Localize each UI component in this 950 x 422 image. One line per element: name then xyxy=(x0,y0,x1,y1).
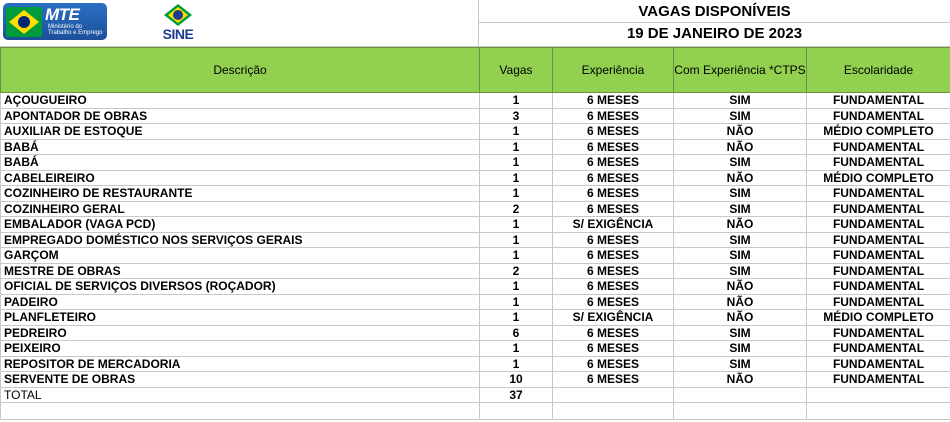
cell-experiencia: 6 MESES xyxy=(553,356,674,372)
cell-ctps: SIM xyxy=(674,263,807,279)
cell-experiencia: 6 MESES xyxy=(553,93,674,109)
logo-area xyxy=(0,0,479,47)
column-header-experiencia: Experiência xyxy=(553,48,674,93)
cell-descricao: OFICIAL DE SERVIÇOS DIVERSOS (ROÇADOR) xyxy=(1,279,480,295)
vacancies-table xyxy=(0,47,950,420)
cell-descricao: AUXILIAR DE ESTOQUE xyxy=(1,124,480,140)
mte-logo-text: MTE xyxy=(45,5,80,24)
cell-escolaridade: FUNDAMENTAL xyxy=(807,341,950,357)
cell-escolaridade: FUNDAMENTAL xyxy=(807,279,950,295)
total-empty-cell xyxy=(553,387,674,402)
sine-logo xyxy=(156,2,200,44)
cell-vagas: 1 xyxy=(480,279,553,295)
cell-experiencia: 6 MESES xyxy=(553,325,674,341)
cell-ctps: SIM xyxy=(674,325,807,341)
cell-escolaridade: FUNDAMENTAL xyxy=(807,248,950,264)
cell-vagas: 10 xyxy=(480,372,553,388)
cell-vagas: 6 xyxy=(480,325,553,341)
cell-descricao: GARÇOM xyxy=(1,248,480,264)
table-row xyxy=(1,248,950,264)
cell-escolaridade: FUNDAMENTAL xyxy=(807,155,950,171)
table-row xyxy=(1,356,950,372)
cell-vagas: 1 xyxy=(480,356,553,372)
cell-experiencia: 6 MESES xyxy=(553,170,674,186)
cell-vagas: 1 xyxy=(480,232,553,248)
table-row xyxy=(1,108,950,124)
table-row xyxy=(1,186,950,202)
cell-vagas: 3 xyxy=(480,108,553,124)
cell-descricao: REPOSITOR DE MERCADORIA xyxy=(1,356,480,372)
cell-escolaridade: FUNDAMENTAL xyxy=(807,232,950,248)
cell-experiencia: 6 MESES xyxy=(553,124,674,140)
cell-escolaridade: MÉDIO COMPLETO xyxy=(807,124,950,140)
cell-ctps: NÃO xyxy=(674,170,807,186)
cell-ctps: NÃO xyxy=(674,294,807,310)
table-row xyxy=(1,325,950,341)
cell-descricao: PLANFLETEIRO xyxy=(1,310,480,326)
cell-escolaridade: FUNDAMENTAL xyxy=(807,217,950,233)
cell-descricao: MESTRE DE OBRAS xyxy=(1,263,480,279)
cell-experiencia: 6 MESES xyxy=(553,372,674,388)
column-header-com-experiencia: Com Experiência *CTPS xyxy=(674,48,807,93)
cell-ctps: SIM xyxy=(674,186,807,202)
cell-experiencia: S/ EXIGÊNCIA xyxy=(553,217,674,233)
cell-ctps: NÃO xyxy=(674,372,807,388)
cell-experiencia: 6 MESES xyxy=(553,108,674,124)
cell-descricao: EMBALADOR (VAGA PCD) xyxy=(1,217,480,233)
cell-escolaridade: FUNDAMENTAL xyxy=(807,139,950,155)
cell-vagas: 2 xyxy=(480,263,553,279)
cell-descricao: CABELEIREIRO xyxy=(1,170,480,186)
empty-cell xyxy=(1,402,480,419)
cell-ctps: SIM xyxy=(674,93,807,109)
cell-experiencia: 6 MESES xyxy=(553,186,674,202)
table-row xyxy=(1,232,950,248)
cell-descricao: SERVENTE DE OBRAS xyxy=(1,372,480,388)
table-row xyxy=(1,372,950,388)
table-row xyxy=(1,124,950,140)
cell-vagas: 1 xyxy=(480,139,553,155)
cell-escolaridade: FUNDAMENTAL xyxy=(807,108,950,124)
mte-logo-subtitle: Ministério do Trabalho e Emprego xyxy=(48,24,103,36)
cell-ctps: SIM xyxy=(674,341,807,357)
cell-vagas: 1 xyxy=(480,341,553,357)
cell-ctps: SIM xyxy=(674,108,807,124)
cell-escolaridade: FUNDAMENTAL xyxy=(807,325,950,341)
cell-escolaridade: FUNDAMENTAL xyxy=(807,372,950,388)
table-header-row xyxy=(1,48,950,93)
cell-ctps: NÃO xyxy=(674,279,807,295)
cell-experiencia: 6 MESES xyxy=(553,139,674,155)
column-header-escolaridade: Escolaridade xyxy=(807,48,950,93)
table-row xyxy=(1,93,950,109)
table-row xyxy=(1,279,950,295)
total-vagas: 37 xyxy=(480,387,553,402)
cell-experiencia: 6 MESES xyxy=(553,232,674,248)
cell-vagas: 1 xyxy=(480,294,553,310)
table-row xyxy=(1,217,950,233)
cell-experiencia: S/ EXIGÊNCIA xyxy=(553,310,674,326)
cell-descricao: EMPREGADO DOMÉSTICO NOS SERVIÇOS GERAIS xyxy=(1,232,480,248)
total-label: TOTAL xyxy=(1,387,480,402)
cell-ctps: SIM xyxy=(674,248,807,264)
cell-descricao: PEDREIRO xyxy=(1,325,480,341)
cell-escolaridade: FUNDAMENTAL xyxy=(807,356,950,372)
page-date: 19 DE JANEIRO DE 2023 xyxy=(479,23,950,47)
cell-ctps: NÃO xyxy=(674,217,807,233)
cell-escolaridade: FUNDAMENTAL xyxy=(807,186,950,202)
cell-experiencia: 6 MESES xyxy=(553,201,674,217)
cell-descricao: COZINHEIRO GERAL xyxy=(1,201,480,217)
table-row xyxy=(1,170,950,186)
total-empty-cell xyxy=(807,387,950,402)
cell-experiencia: 6 MESES xyxy=(553,248,674,264)
cell-experiencia: 6 MESES xyxy=(553,279,674,295)
cell-ctps: SIM xyxy=(674,356,807,372)
cell-vagas: 1 xyxy=(480,310,553,326)
cell-experiencia: 6 MESES xyxy=(553,155,674,171)
column-header-descricao: Descrição xyxy=(1,48,480,93)
cell-vagas: 1 xyxy=(480,186,553,202)
table-row xyxy=(1,294,950,310)
table-row xyxy=(1,341,950,357)
table-row xyxy=(1,310,950,326)
column-header-vagas: Vagas xyxy=(480,48,553,93)
cell-escolaridade: FUNDAMENTAL xyxy=(807,93,950,109)
cell-vagas: 1 xyxy=(480,170,553,186)
cell-escolaridade: MÉDIO COMPLETO xyxy=(807,310,950,326)
cell-vagas: 1 xyxy=(480,248,553,264)
cell-descricao: PEIXEIRO xyxy=(1,341,480,357)
cell-descricao: BABÁ xyxy=(1,139,480,155)
empty-cell xyxy=(553,402,674,419)
table-row xyxy=(1,155,950,171)
cell-experiencia: 6 MESES xyxy=(553,263,674,279)
page-title: VAGAS DISPONÍVEIS xyxy=(479,0,950,23)
empty-cell xyxy=(480,402,553,419)
cell-experiencia: 6 MESES xyxy=(553,341,674,357)
cell-ctps: SIM xyxy=(674,155,807,171)
cell-escolaridade: MÉDIO COMPLETO xyxy=(807,170,950,186)
cell-descricao: PADEIRO xyxy=(1,294,480,310)
page-header xyxy=(0,0,950,47)
table-row xyxy=(1,263,950,279)
cell-descricao: APONTADOR DE OBRAS xyxy=(1,108,480,124)
cell-ctps: NÃO xyxy=(674,310,807,326)
cell-ctps: SIM xyxy=(674,201,807,217)
cell-escolaridade: FUNDAMENTAL xyxy=(807,201,950,217)
empty-cell xyxy=(674,402,807,419)
cell-escolaridade: FUNDAMENTAL xyxy=(807,294,950,310)
cell-ctps: NÃO xyxy=(674,139,807,155)
sine-logo-text: SINE xyxy=(162,26,194,42)
cell-escolaridade: FUNDAMENTAL xyxy=(807,263,950,279)
cell-vagas: 1 xyxy=(480,155,553,171)
cell-vagas: 2 xyxy=(480,201,553,217)
total-empty-cell xyxy=(674,387,807,402)
cell-ctps: NÃO xyxy=(674,124,807,140)
brazil-flag-icon xyxy=(6,7,42,37)
title-area xyxy=(479,0,950,47)
cell-descricao: AÇOUGUEIRO xyxy=(1,93,480,109)
cell-vagas: 1 xyxy=(480,217,553,233)
cell-descricao: COZINHEIRO DE RESTAURANTE xyxy=(1,186,480,202)
cell-vagas: 1 xyxy=(480,124,553,140)
cell-descricao: BABÁ xyxy=(1,155,480,171)
cell-vagas: 1 xyxy=(480,93,553,109)
cell-ctps: SIM xyxy=(674,232,807,248)
mte-logo xyxy=(3,3,107,40)
table-row xyxy=(1,139,950,155)
cell-experiencia: 6 MESES xyxy=(553,294,674,310)
sine-flag-icon xyxy=(156,2,200,28)
empty-cell xyxy=(807,402,950,419)
total-row xyxy=(1,387,950,402)
empty-row xyxy=(1,402,950,419)
table-row xyxy=(1,201,950,217)
